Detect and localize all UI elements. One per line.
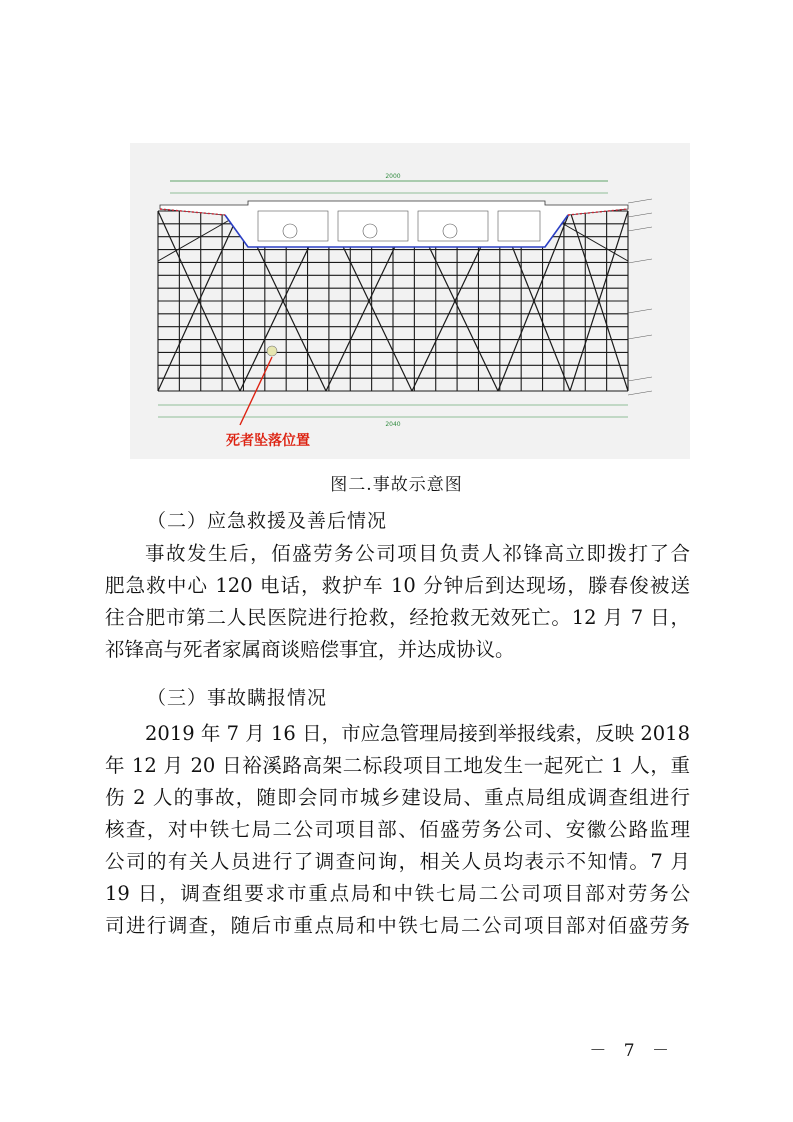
page-number: － 7 －: [589, 1041, 675, 1061]
leader-line: [628, 335, 652, 339]
leader-line: [628, 377, 652, 381]
girder-cell: [338, 211, 408, 241]
text-line: 公司的有关人员进行了调查问询，相关人员均表示不知情。7 月: [105, 850, 690, 873]
text-line: 19 日，调查组要求市重点局和中铁七局二公司项目部对劳务公: [105, 882, 690, 905]
section-heading-concealment: （三）事故瞒报情况: [147, 687, 328, 709]
paragraph-concealment: [105, 718, 690, 942]
text-line: 祁锋高与死者家属商谈赔偿事宜，并达成协议。: [105, 638, 515, 661]
dimension-label: 2000: [385, 173, 401, 180]
leader-line: [628, 227, 652, 231]
figure-caption: 图二.事故示意图: [330, 475, 463, 495]
paragraph-rescue: [105, 538, 690, 666]
girder-cell: [498, 211, 540, 241]
text-line: 伤 2 人的事故，随即会同市城乡建设局、重点局组成调查组进行: [105, 786, 690, 809]
text-line: 肥急救中心 120 电话，救护车 10 分钟后到达现场，滕春俊被送: [105, 574, 690, 597]
fall-location-label: 死者坠落位置: [226, 433, 310, 449]
text-line: 2019 年 7 月 16 日，市应急管理局接到举报线索，反映 2018: [145, 722, 690, 745]
text-line: 核查，对中铁七局二公司项目部、佰盛劳务公司、安徽公路监理: [105, 818, 690, 841]
section-heading-rescue: （二）应急救援及善后情况: [147, 510, 388, 532]
leader-line: [628, 391, 652, 395]
fall-location-marker: [267, 346, 277, 356]
leader-line: [628, 259, 652, 263]
text-line: 年 12 月 20 日裕溪路高架二标段项目工地发生一起死亡 1 人，重: [105, 754, 690, 777]
text-line: 司进行调查，随后市重点局和中铁七局二公司项目部对佰盛劳务: [105, 914, 690, 937]
girder-cell: [418, 211, 488, 241]
leader-line: [628, 199, 652, 203]
girder-cell: [258, 211, 328, 241]
text-line: 事故发生后，佰盛劳务公司项目负责人祁锋高立即拨打了合: [145, 542, 690, 565]
text-line: 往合肥市第二人民医院进行抢救，经抢救无效死亡。12 月 7 日，: [105, 606, 690, 629]
leader-line: [628, 309, 652, 313]
scaffold-drawing: [130, 143, 690, 459]
accident-diagram: [130, 143, 690, 459]
dimension-label: 2040: [385, 421, 401, 428]
leader-line: [628, 213, 652, 217]
